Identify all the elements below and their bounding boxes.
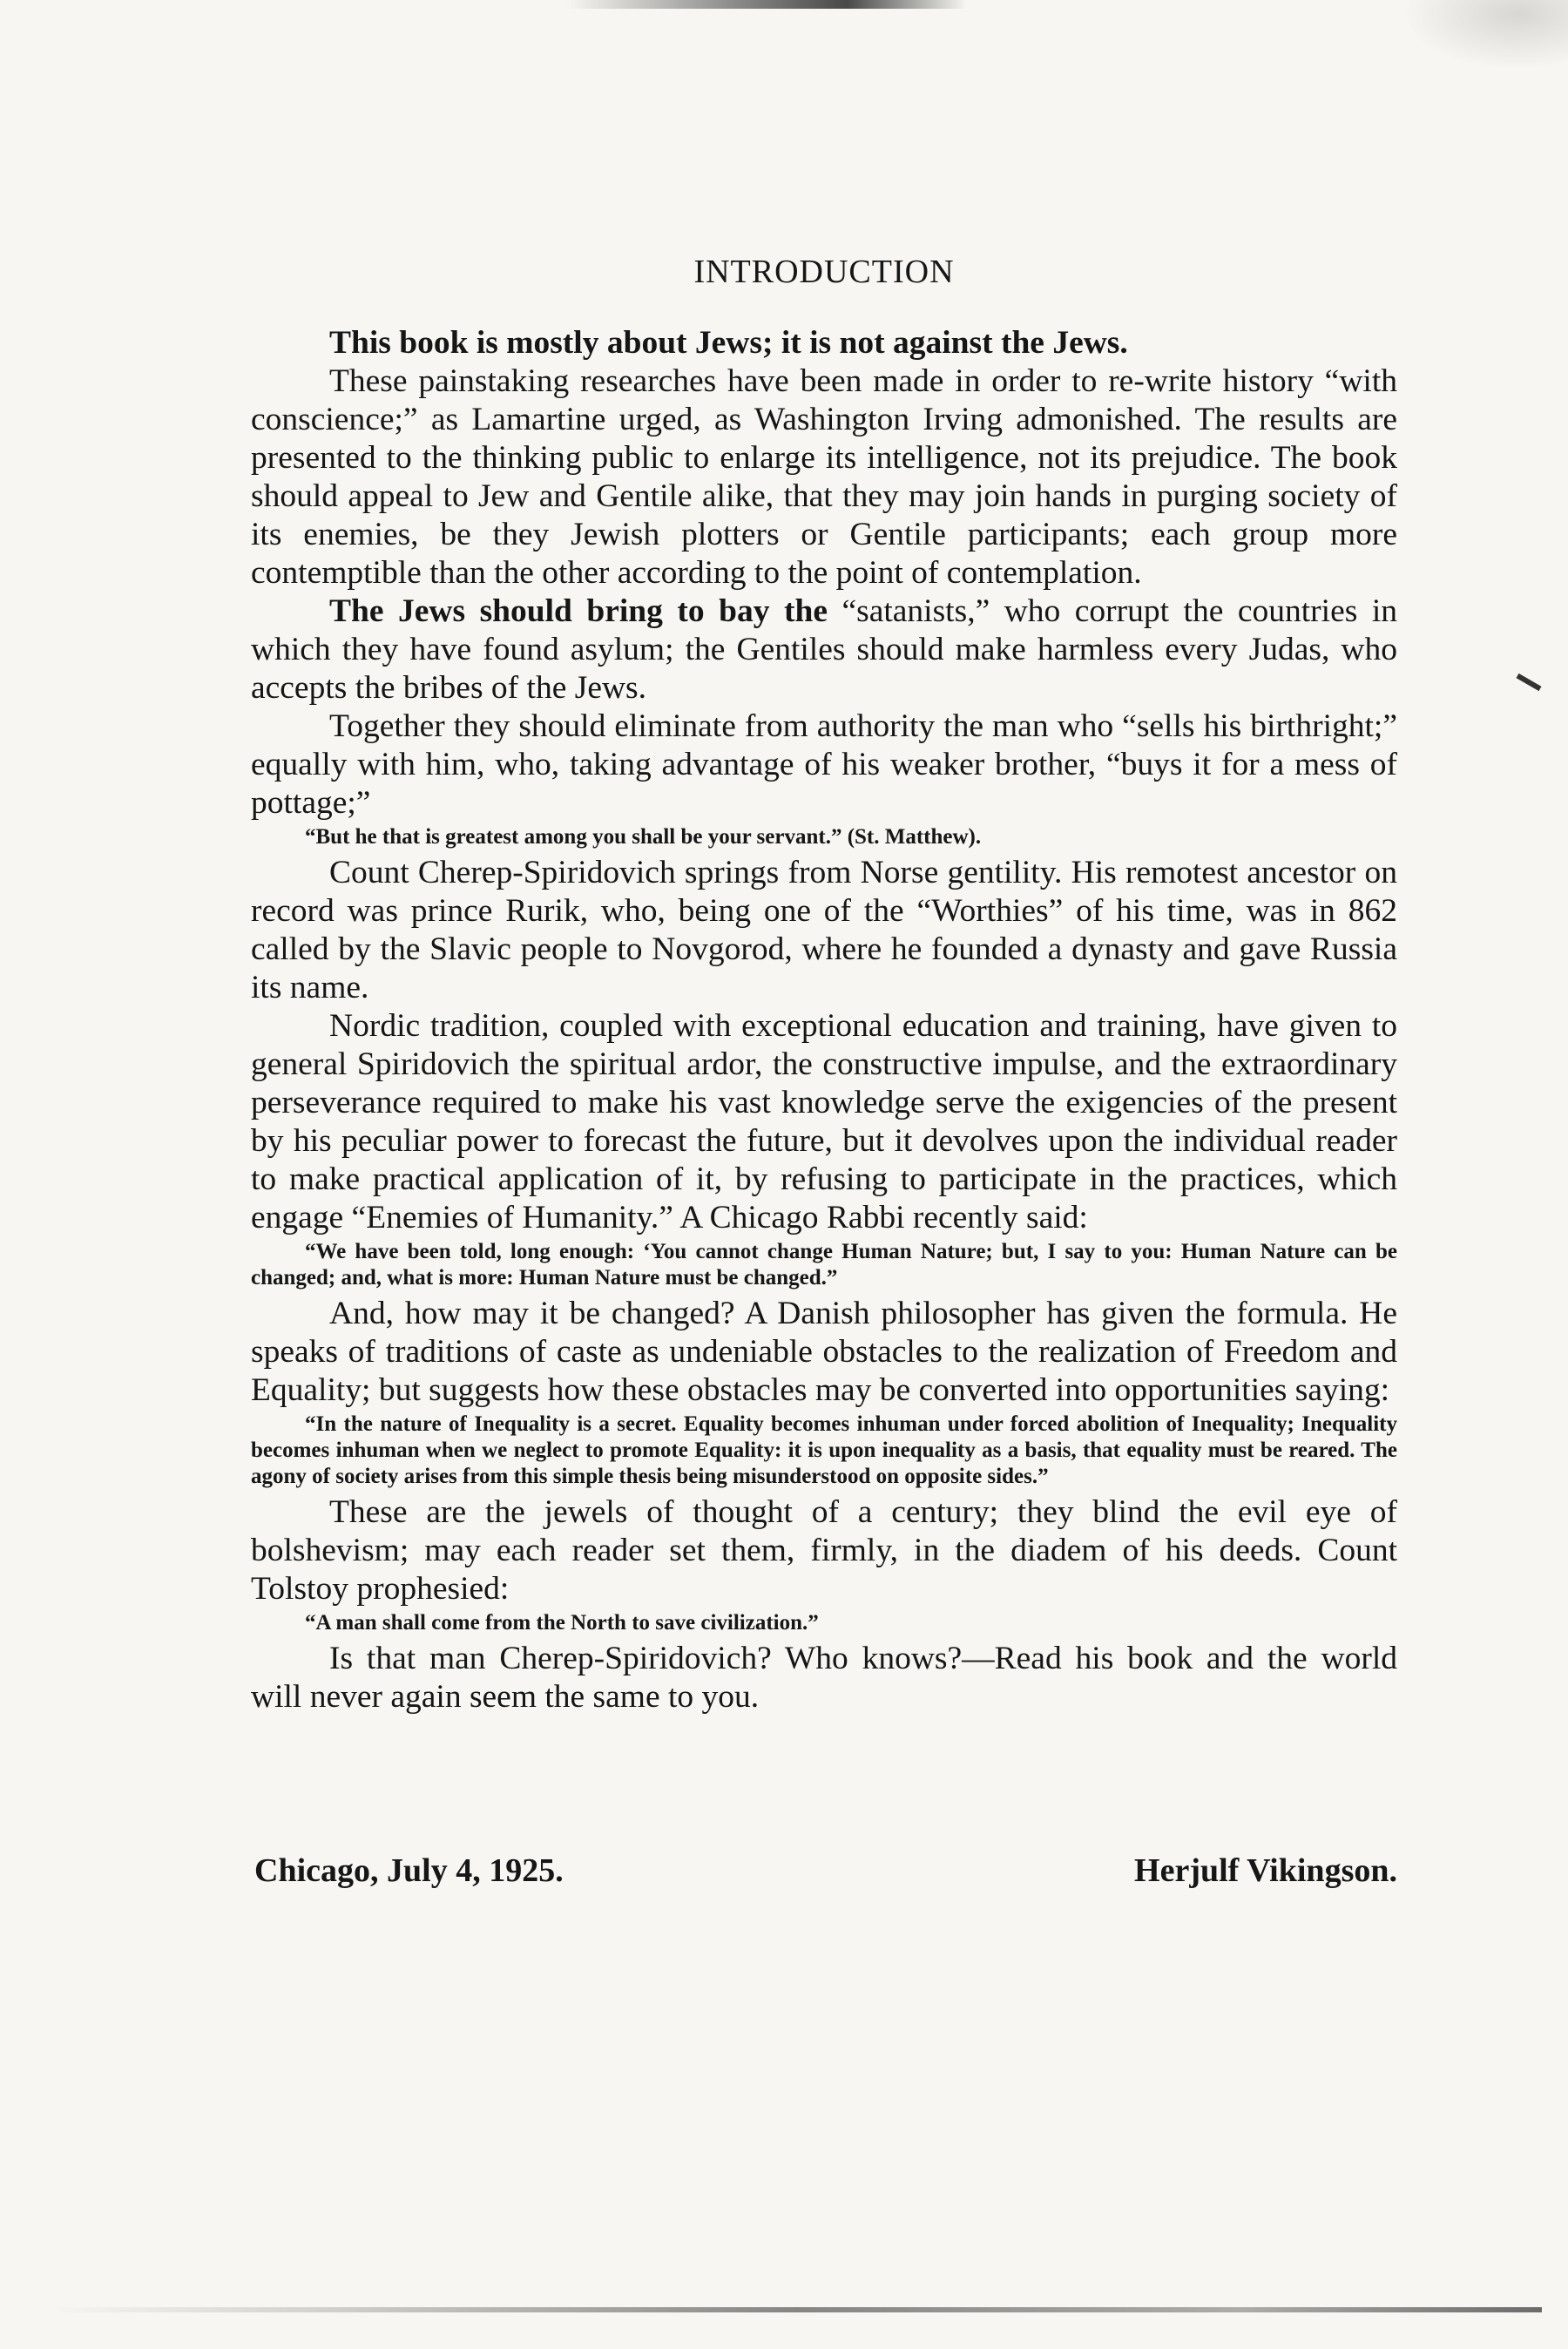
paragraph-7: And, how may it be changed? A Danish philosopher has given the formula. He speaks of traditions of caste as undeniable obstacles to the realization of Freedom and Equality; but suggests how these obstacles may be converted into opportunities saying: [251,1296,1397,1408]
quote-tolstoy: “A man shall come from the North to save civilization.” [305,1611,819,1635]
paragraph-4: Together they should eliminate from authority the man who “sells his birthright;” equally with him, who, taking advantage of his weaker brother, “buys it for a mess of pottage;” [251,708,1397,821]
signature-author: Herjulf Vikingson. [1134,1852,1397,1889]
quote-danish-philosopher: “In the nature of Inequality is a secret. Equality becomes inhuman under forced abolition of Inequality; Inequality becomes inhuman when we neglect to promote Equality: it is upon inequality as a basis, that equality must be reared. The agony of society arises from this simple thesis being misunderstood on opposite sides.” [251,1412,1397,1488]
paragraph-3-lead: The Jews should bring to bay the [329,593,828,629]
scan-edge-bottom [52,2307,1542,2312]
quote-chicago-rabbi: “We have been told, long enough: ‘You cannot change Human Nature; but, I say to you: Human Nature can be changed; and, what is more: Human Nature must be changed.” [251,1240,1397,1290]
paragraph-6: Nordic tradition, coupled with exceptional education and training, have given to general Spiridovich the spiritual ardor, the constructive impulse, and the extraordinary perseverance required to make his vast knowledge serve the exigencies of the present by his peculiar power to forecast the future, but it devolves upon the individual reader to make practical application of it, by refusing to participate in the practices, which engage “Enemies of Humanity.” A Chicago Rabbi recently said: [251,1008,1397,1235]
paragraph-3 [251,592,1397,707]
scan-edge-top [566,0,967,9]
paragraph-8: These are the jewels of thought of a century; they blind the evil eye of bolshevism; may each reader set them, firmly, in the diadem of his deeds. Count Tolstoy prophesied: [251,1494,1397,1607]
signature-line [254,1851,1397,1890]
quote-st-matthew: “But he that is greatest among you shall be your servant.” (St. Matthew). [305,825,982,849]
margin-mark [1517,674,1542,691]
page-title: INTRODUCTION [693,254,955,290]
paragraph-5: Count Cherep-Spiridovich springs from Norse gentility. His remotest ancestor on record was prince Rurik, who, being one of the “Worthies” of his time, was in 862 called by the Slavic people to Novgorod, where he founded a dynasty and gave Russia its name. [251,855,1397,1005]
paragraph-3-rest: “satanists,” who corrupt the countries in which they have found asylum; the Gentiles should make harmless every Judas, who accepts the bribes of the Jews. [251,593,1397,706]
scan-smudge-top-right [1402,0,1568,70]
paragraph-2: These painstaking researches have been made in order to re-write history “with conscience;” as Lamartine urged, as Washington Irving admonished. The results are presented to the thinking public to enlarge its intelligence, not its prejudice. The book should appeal to Jew and Gentile alike, that they may join hands in purging society of its enemies, be they Jewish plotters or Gentile participants; each group more contemptible than the other according to the point of contemplation. [251,363,1397,591]
introduction-body [251,253,1397,1716]
signature-place-date: Chicago, July 4, 1925. [254,1852,564,1889]
paragraph-1: This book is mostly about Jews; it is not against the Jews. [329,325,1128,361]
paragraph-9: Is that man Cherep-Spiridovich? Who knows?—Read his book and the world will never again seem the same to you. [251,1641,1397,1715]
